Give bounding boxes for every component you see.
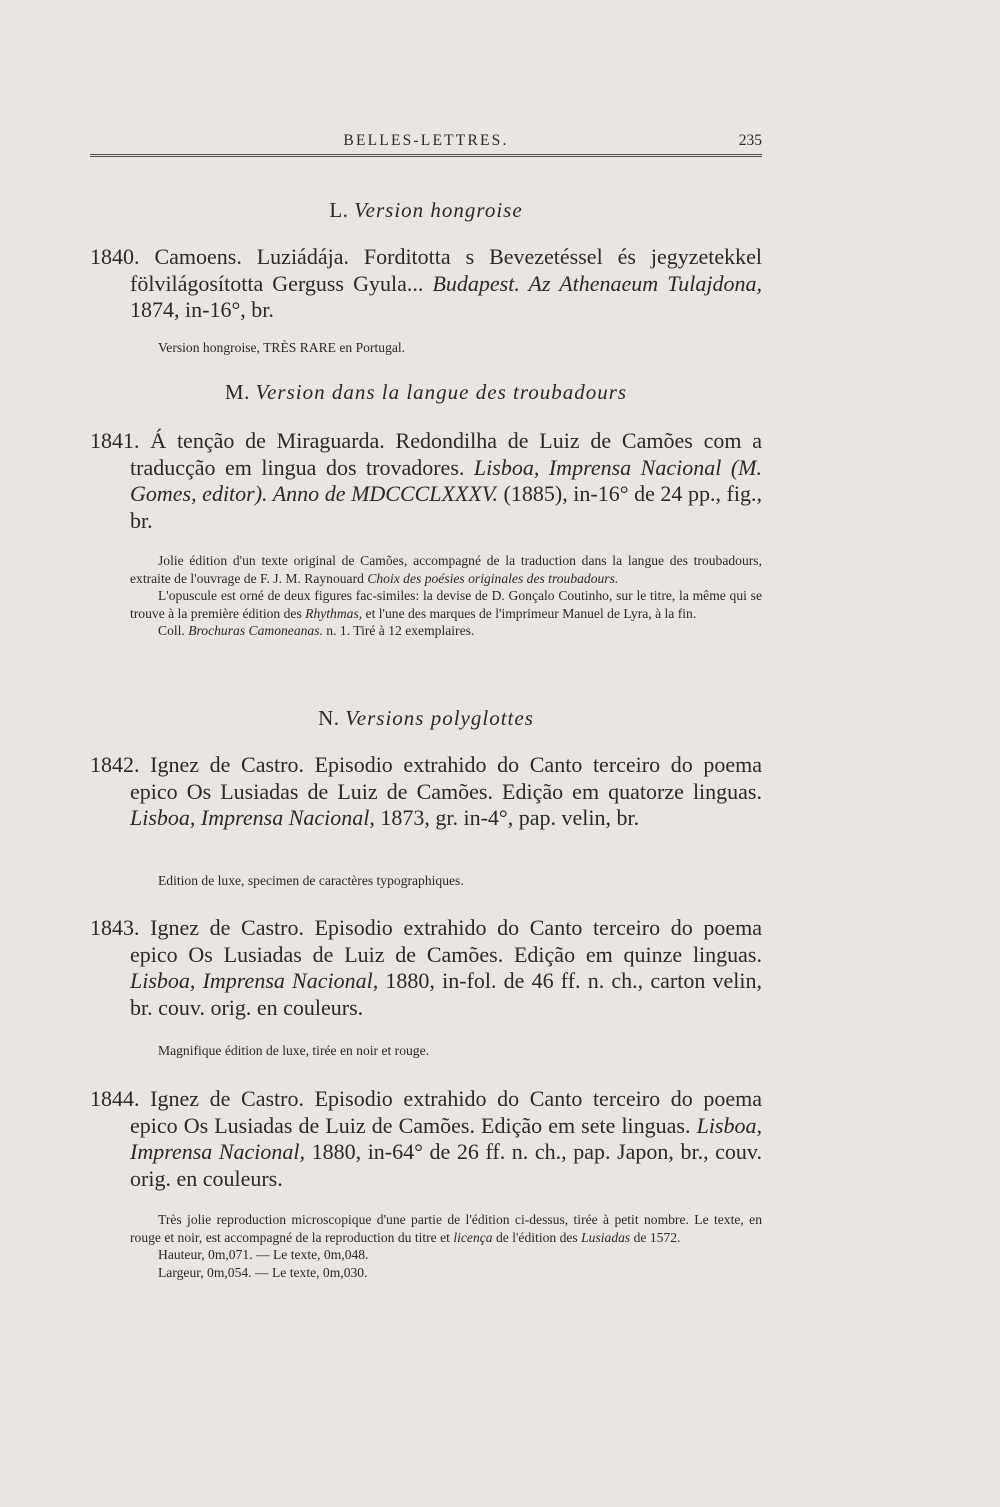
note-italic: Rhythmas, [305, 605, 363, 621]
note-paragraph-3: Largeur, 0m,054. — Le texte, 0m,030. [158, 1264, 368, 1280]
section-letter: L. [329, 198, 349, 222]
entry-text-tail: 1873, gr. in-4°, pap. velin, br. [374, 805, 640, 830]
entry-imprint: Budapest. Az Athenaeum Tulajdona, [432, 270, 762, 296]
running-head [90, 128, 762, 157]
note-italic: Brochuras Camoneanas. [188, 623, 323, 639]
note-text: Coll. [158, 623, 189, 639]
entry-text-tail: (1885), in-16° de 24 pp., fig., br. [130, 481, 762, 533]
note-paragraph: Edition de luxe, specimen de caractères typographiques. [158, 873, 464, 888]
entry-number: 1840. [90, 244, 140, 269]
section-title: Version dans la langue des troubadours [255, 380, 628, 404]
entry-number: 1841. [90, 428, 140, 453]
note-paragraph-2: Hauteur, 0m,071. — Le texte, 0m,048. [158, 1247, 369, 1263]
note-1842 [130, 872, 762, 890]
entry-imprint: Lisboa, Imprensa Nacional, [130, 1112, 762, 1164]
entry-text: Ignez de Castro. Episodio extrahido do Canto terceiro do poema epico Os Lusiadas de Luiz de Camões. Edição em quatorze linguas. [130, 752, 763, 804]
note-text: de 1572. [630, 1229, 681, 1245]
entry-text-tail: 1874, in-16°, br. [130, 297, 274, 322]
note-1844 [130, 1211, 762, 1281]
entry-number: 1844. [90, 1086, 140, 1111]
entry-text-tail: 1880, in-64° de 26 ff. n. ch., pap. Japon, br., couv. orig. en couleurs. [130, 1139, 762, 1191]
note-paragraph: Version hongroise, TRÈS RARE en Portugal. [158, 340, 406, 355]
entry-imprint: Lisboa, Imprensa Nacional, [130, 968, 379, 993]
note-paragraph-1 [130, 552, 762, 587]
entry-text: Ignez de Castro. Episodio extrahido do Canto terceiro do poema epico Os Lusiadas de Luiz de Camões. Edição em sete linguas. [130, 1086, 763, 1138]
note-paragraph-3 [130, 622, 762, 640]
note-text: de l'édition des [492, 1229, 582, 1245]
note-paragraph-2 [130, 587, 762, 622]
entry-1841 [90, 428, 762, 534]
note-text: L'opuscule est orné de deux figures fac-similes: la devise de D. Gonçalo Coutinho, sur le titre, la même qui se trouve à la première édition des [130, 588, 762, 621]
entry-imprint: Lisboa, Imprensa Nacional, [130, 805, 375, 830]
entry-imprint: Lisboa, Imprensa Nacional (M. Gomes, editor). Anno de MDCCCLXXXV. [130, 454, 763, 506]
entry-number: 1843. [90, 915, 140, 940]
section-letter: M. [224, 380, 250, 404]
note-1843 [130, 1042, 762, 1060]
entry-text-tail: 1880, in-fol. de 46 ff. n. ch., carton velin, br. couv. orig. en couleurs. [130, 968, 763, 1020]
note-1841 [130, 552, 762, 640]
note-text: Très jolie reproduction microscopique d'une partie de l'édition ci-dessus, tirée à petit nombre. Le texte, en rouge et noir, est accompagné de la reproduction du titre et [130, 1212, 762, 1245]
note-text: n. 1. Tiré à 12 exemplaires. [322, 623, 475, 639]
note-paragraph: Magnifique édition de luxe, tirée en noir et rouge. [158, 1043, 430, 1058]
section-heading-n [90, 706, 762, 731]
note-paragraph-1 [130, 1211, 762, 1246]
entry-text: Á tenção de Miraguarda. Redondilha de Luiz de Camões com a traducção em lingua dos trovadores. [130, 428, 762, 480]
section-title: Versions polyglottes [345, 706, 534, 730]
entry-1843 [90, 915, 762, 1021]
note-italic: Lusiadas [581, 1229, 631, 1245]
entry-number: 1842. [90, 752, 140, 777]
note-italic: Choix des poésies originales des troubadours. [367, 570, 619, 586]
note-text: Jolie édition d'un texte original de Camões, accompagné de la traduction dans la langue des troubadours, extraite de l'ouvrage de F. J. M. Raynouard [130, 553, 762, 586]
note-1840 [130, 339, 762, 357]
note-text: et l'une des marques de l'imprimeur Manuel de Lyra, à la fin. [362, 605, 697, 621]
entry-1844 [90, 1086, 762, 1192]
section-title: Version hongroise [354, 198, 523, 222]
section-letter: N. [318, 706, 340, 730]
entry-text: Ignez de Castro. Episodio extrahido do Canto terceiro do poema epico Os Lusiadas de Luiz de Camões. Edição em quinze linguas. [130, 915, 763, 967]
running-head-title: BELLES-LETTRES. [343, 132, 509, 149]
entry-1840 [90, 244, 762, 324]
note-italic: licença [453, 1229, 493, 1245]
entry-text: Camoens. Luziádája. Forditotta s Bevezetéssel és jegyzetekkel fölvilágosította Gerguss Gyula... [130, 244, 763, 296]
section-heading-l [90, 198, 762, 223]
page-number: 235 [738, 132, 762, 149]
entry-1842 [90, 752, 762, 832]
section-heading-m [90, 380, 762, 405]
